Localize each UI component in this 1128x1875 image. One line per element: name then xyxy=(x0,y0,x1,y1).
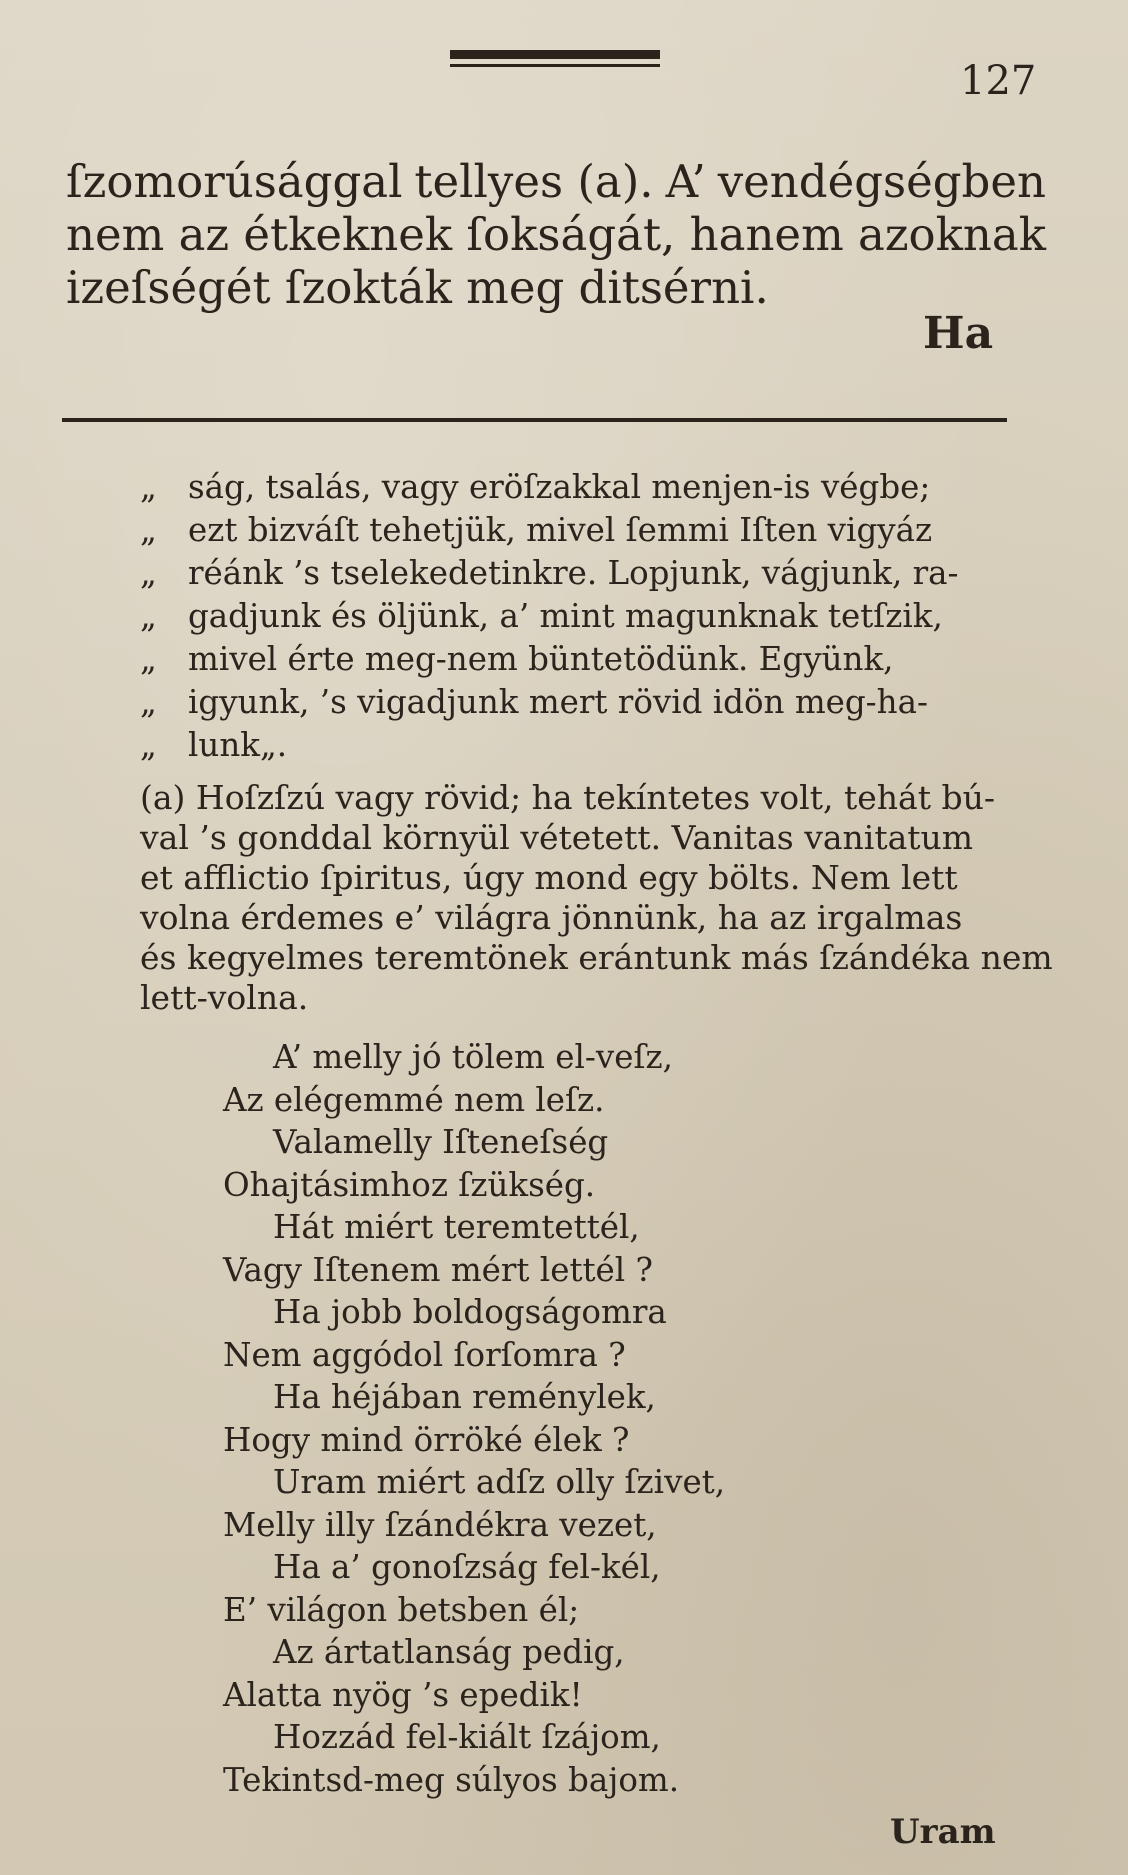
quote-line xyxy=(140,681,1035,724)
word: A’ xyxy=(665,155,706,208)
quote-mark: „ xyxy=(140,468,157,506)
poem-line: Ha héjában reménylek, xyxy=(273,1378,656,1416)
quote-mark: „ xyxy=(140,597,157,635)
quote-text: igyunk, ’s vigadjunk mert rövid idön meg-ha- xyxy=(188,683,928,721)
footnote xyxy=(140,778,1053,1018)
poem-line: Vagy Iſtenem mért lettél ? xyxy=(223,1250,653,1289)
quote-text: ezt bizváſt tehetjük, mivel ſemmi Iſten vigyáz xyxy=(188,511,933,549)
quote-mark: „ xyxy=(140,683,157,721)
poem-line: Hozzád fel-kiált ſzájom, xyxy=(273,1718,661,1756)
quote-mark: „ xyxy=(140,511,157,549)
quote-mark: „ xyxy=(140,554,157,592)
footnote-line: val ’s gonddal környül vétetett. Vanitas vanitatum xyxy=(140,818,974,857)
catchword: Ha xyxy=(923,308,994,359)
footnote-line: et afflictio ſpiritus, úgy mond egy bölts. Nem lett xyxy=(140,858,958,897)
main-text xyxy=(66,155,1046,314)
footnote-line: és kegyelmes teremtönek erántunk más ſzándéka nem xyxy=(140,938,1053,977)
quote-line xyxy=(140,724,1035,767)
quote-text: gadjunk és öljünk, a’ mint magunknak tetſzik, xyxy=(188,597,943,635)
footnote-line: volna érdemes e’ világra jönnünk, ha az irgalmas xyxy=(140,898,963,937)
poem-line: Uram miért adſz olly ſzivet, xyxy=(273,1463,726,1501)
quote-text: mivel érte meg-nem büntetödünk. Együnk, xyxy=(188,640,894,678)
poem-line: Ohajtásimhoz ſzükség. xyxy=(223,1165,596,1204)
footnote-line: lett-volna. xyxy=(140,978,309,1017)
footnote-rule xyxy=(62,418,1007,422)
quoted-passage xyxy=(140,466,1035,767)
poem-line: Hogy mind örröké élek ? xyxy=(223,1420,630,1459)
poem-line: Melly illy ſzándékra vezet, xyxy=(223,1505,657,1544)
footnote-line: (a) Hoſzſzú vagy rövid; ha tekíntetes volt, tehát bú- xyxy=(140,778,995,817)
poem-line: Alatta nyög ’s epedik! xyxy=(223,1675,583,1714)
header-rule xyxy=(450,50,660,59)
text-line: izeſségét ſzokták meg ditsérni. xyxy=(66,261,769,314)
word: azoknak xyxy=(858,208,1046,261)
quote-mark: „ xyxy=(140,726,157,764)
quote-text: réánk ’s tselekedetinkre. Lopjunk, vágjunk, ra- xyxy=(188,554,959,592)
poem xyxy=(223,1036,725,1801)
page-number: 127 xyxy=(960,58,1037,104)
word: étkeknek xyxy=(243,208,453,261)
word: ſokságát, xyxy=(466,208,676,261)
quote-line xyxy=(140,552,1035,595)
poem-line: Az elégemmé nem leſz. xyxy=(223,1080,605,1119)
poem-line: Tekintsd-meg súlyos bajom. xyxy=(223,1760,680,1799)
text-line xyxy=(66,155,1046,208)
quote-line xyxy=(140,466,1035,509)
poem-line: Nem aggódol ſorſomra ? xyxy=(223,1335,626,1374)
quote-line xyxy=(140,509,1035,552)
quote-text: lunk„. xyxy=(188,726,288,764)
quote-mark: „ xyxy=(140,640,157,678)
poem-line: Ha a’ gonoſzság fel-kél, xyxy=(273,1548,661,1586)
word: vendégségben xyxy=(717,155,1046,208)
word: hanem xyxy=(689,208,844,261)
poem-line: E’ világon betsben él; xyxy=(223,1590,580,1629)
quote-text: ság, tsalás, vagy eröſzakkal menjen-is végbe; xyxy=(188,468,931,506)
text-line xyxy=(66,208,1046,261)
word: tellyes (a). xyxy=(414,155,654,208)
word: nem xyxy=(66,208,165,261)
poem-line: Valamelly Iſteneſség xyxy=(273,1123,609,1161)
poem-line: Hát miért teremtettél, xyxy=(273,1208,640,1246)
poem-line: Az ártatlanság pedig, xyxy=(273,1633,625,1671)
quote-line xyxy=(140,638,1035,681)
quote-line xyxy=(140,595,1035,638)
poem-line: A’ melly jó tölem el-veſz, xyxy=(273,1038,673,1076)
poem-line: Ha jobb boldogságomra xyxy=(273,1293,667,1331)
word: az xyxy=(178,208,230,261)
catchword: Uram xyxy=(890,1812,996,1852)
word: ſzomorúsággal xyxy=(66,155,403,208)
